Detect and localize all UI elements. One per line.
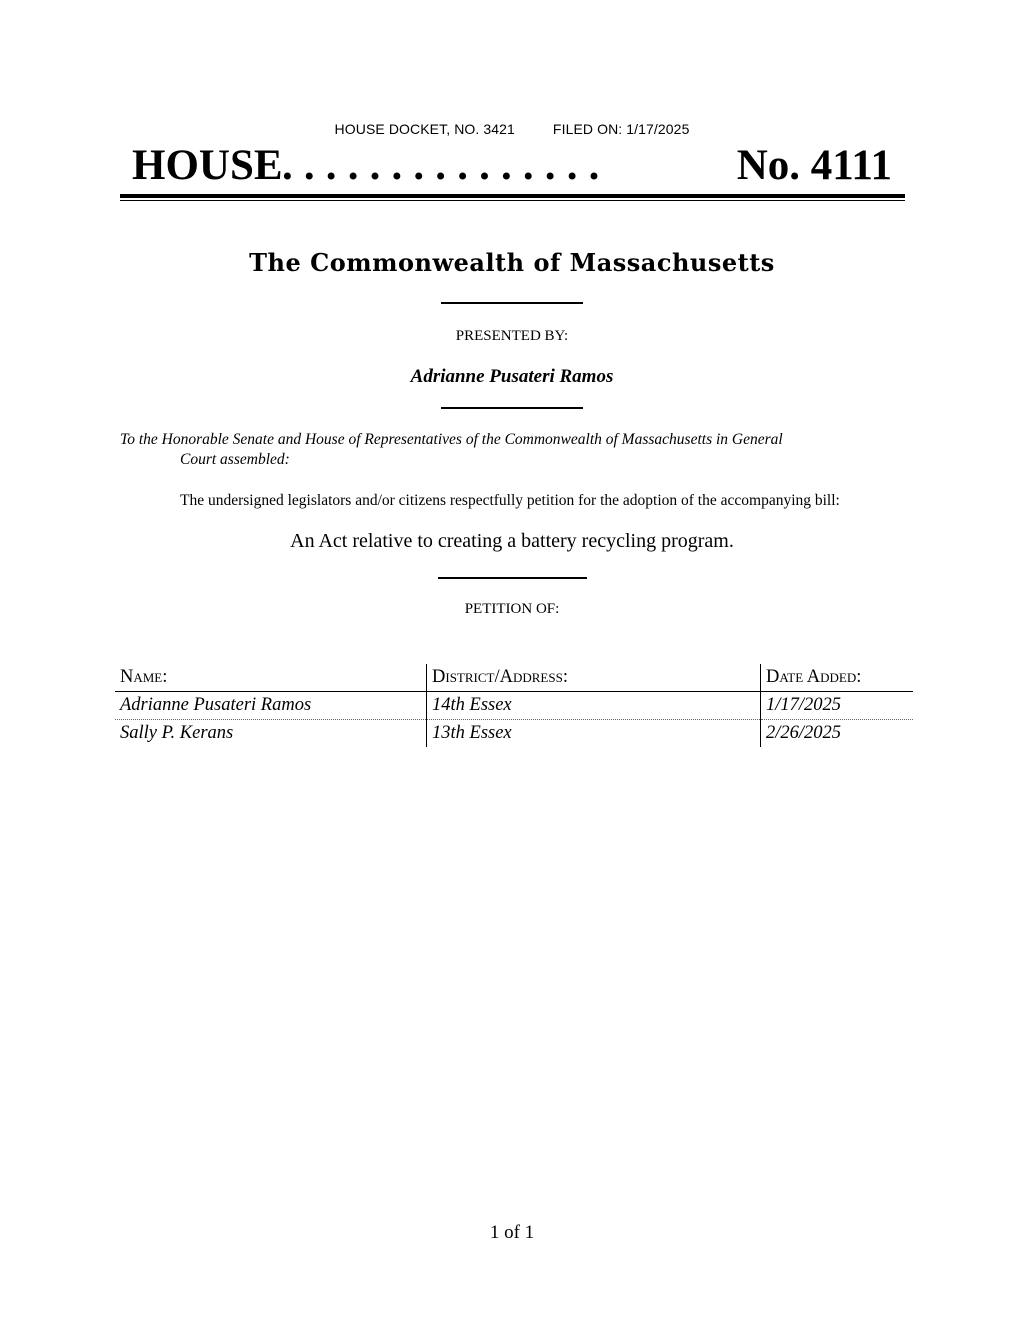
petitioner-name: Sally P. Kerans xyxy=(120,722,234,743)
petitioner-name: Adrianne Pusateri Ramos xyxy=(115,692,427,720)
petition-statement: The undersigned legislators and/or citizens respectfully petition for the adoption of the accompanying bill: xyxy=(180,492,840,509)
address-line-1: To the Honorable Senate and House of Representatives of the Commonwealth of Massachusetts in General xyxy=(120,431,783,448)
address-block xyxy=(120,430,880,470)
docket-line xyxy=(0,121,1024,137)
divider-rule xyxy=(438,577,587,579)
column-header-date: Date Added: xyxy=(761,664,914,692)
petitioners-table xyxy=(115,664,913,747)
address-line-2: Court assembled: xyxy=(180,451,290,468)
act-title: An Act relative to creating a battery recycling program. xyxy=(290,530,734,552)
header-rule-thick xyxy=(120,194,905,198)
column-header-district: District/Address: xyxy=(427,664,761,692)
commonwealth-title: The Commonwealth of Massachusetts xyxy=(249,248,775,277)
petition-of-label: PETITION OF: xyxy=(464,601,560,617)
bill-header xyxy=(132,138,892,194)
chamber-label: HOUSE xyxy=(132,142,283,189)
presented-by-label: PRESENTED BY: xyxy=(455,328,569,344)
filed-date: FILED ON: 1/17/2025 xyxy=(552,121,690,137)
docket-number: HOUSE DOCKET, NO. 3421 xyxy=(334,121,515,137)
column-header-name: Name: xyxy=(115,664,427,692)
petitioner-date: 1/17/2025 xyxy=(761,692,914,720)
header-rule-thin xyxy=(120,200,905,201)
petitioner-date: 2/26/2025 xyxy=(761,720,914,748)
bill-number: No. 4111 xyxy=(736,142,892,189)
page-number: 1 of 1 xyxy=(489,1222,535,1243)
table-row xyxy=(115,720,913,748)
presenter-name: Adrianne Pusateri Ramos xyxy=(410,366,614,387)
table-header-row xyxy=(115,664,913,692)
petitioner-district: 13th Essex xyxy=(427,720,761,748)
divider-rule xyxy=(441,302,583,304)
divider-rule xyxy=(441,407,583,409)
leader-dots: . . . . . . . . . . . . . . . xyxy=(282,142,600,189)
table-row xyxy=(115,692,913,720)
petitioner-district: 14th Essex xyxy=(427,692,761,720)
